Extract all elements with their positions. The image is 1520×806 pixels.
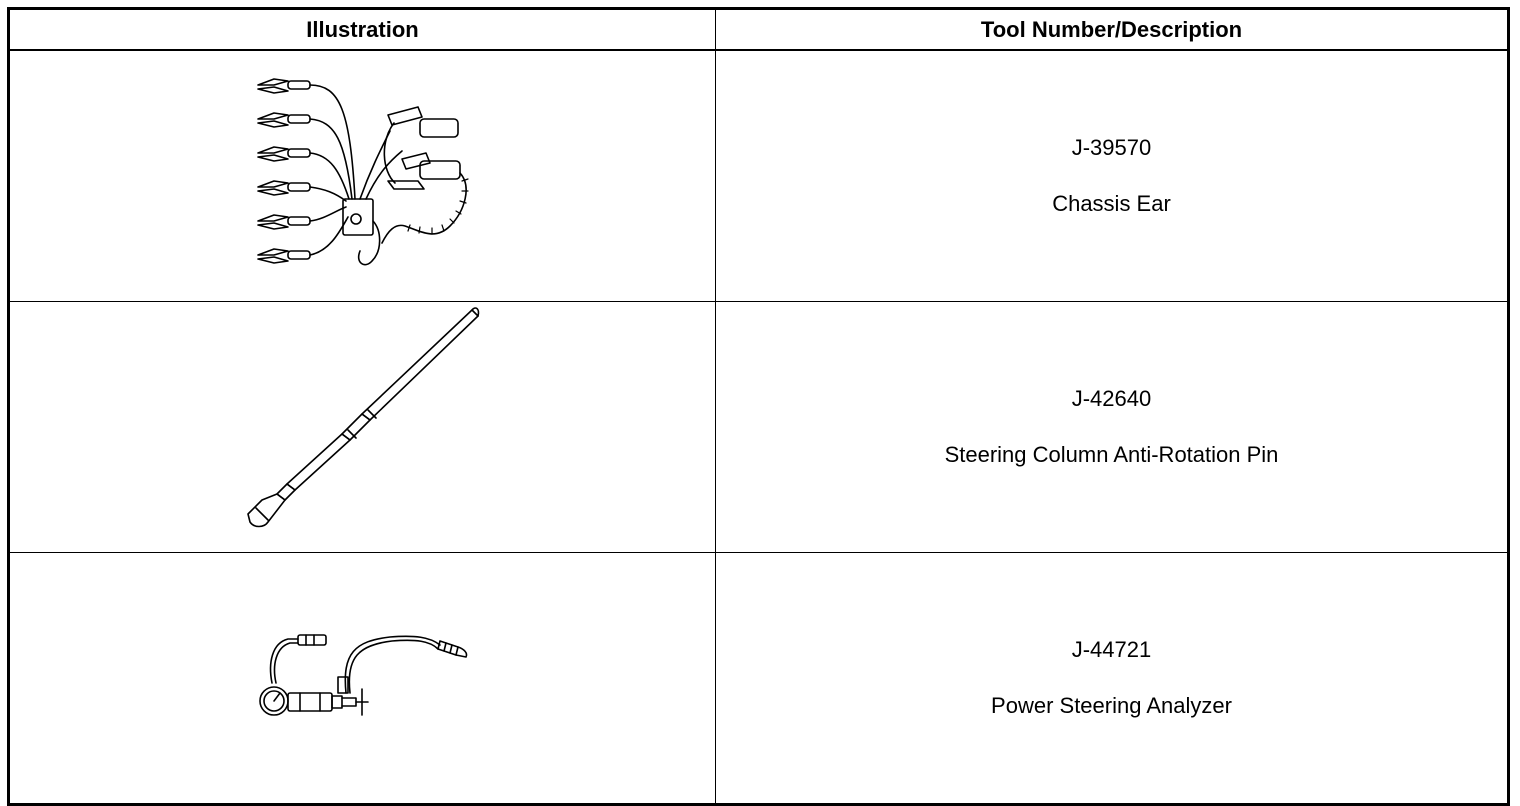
header-illustration: Illustration [9,9,716,51]
tool-number: J-39570 [1071,135,1152,160]
tool-number: J-42640 [1071,386,1152,411]
chassis-ear-icon [10,51,717,301]
tool-description: Steering Column Anti-Rotation Pin [944,442,1279,467]
tool-description-cell [716,50,1509,302]
anti-rotation-pin-icon [10,302,717,552]
table-row [9,553,1509,805]
tool-description: Power Steering Analyzer [991,693,1232,718]
tool-number: J-44721 [1071,637,1152,662]
illustration-cell [9,553,716,805]
power-steering-analyzer-icon [10,553,717,803]
header-tool-number-description: Tool Number/Description [716,9,1509,51]
illustration-cell [9,50,716,302]
table-row [9,302,1509,553]
illustration-cell [9,302,716,553]
tool-description-cell [716,553,1509,805]
tool-description: Chassis Ear [1052,191,1171,216]
table-header [9,9,1509,51]
special-tools-table [7,7,1510,806]
tool-description-cell [716,302,1509,553]
table-row [9,50,1509,302]
header-row [9,9,1509,51]
